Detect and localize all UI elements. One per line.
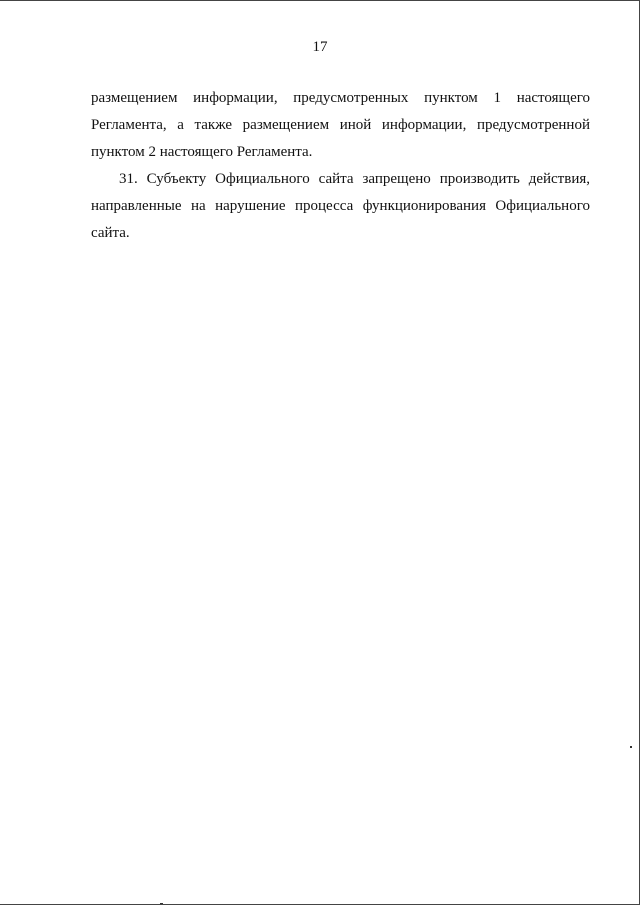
scan-speck xyxy=(630,746,632,748)
paragraph-continuation: размещением информации, предусмотренных пунктом 1 настоящего Регламента, а также размещением иной информации, предусмотренной пунктом 2 настоящего Регламента. xyxy=(91,90,590,160)
scan-speck xyxy=(160,903,163,904)
document-body xyxy=(91,85,590,247)
paragraph-clause-31: 31. Субъекту Официального сайта запрещено производить действия, направленные на нарушение процесса функционирования Официального сайта. xyxy=(91,171,590,241)
page-number: 17 xyxy=(312,39,328,55)
